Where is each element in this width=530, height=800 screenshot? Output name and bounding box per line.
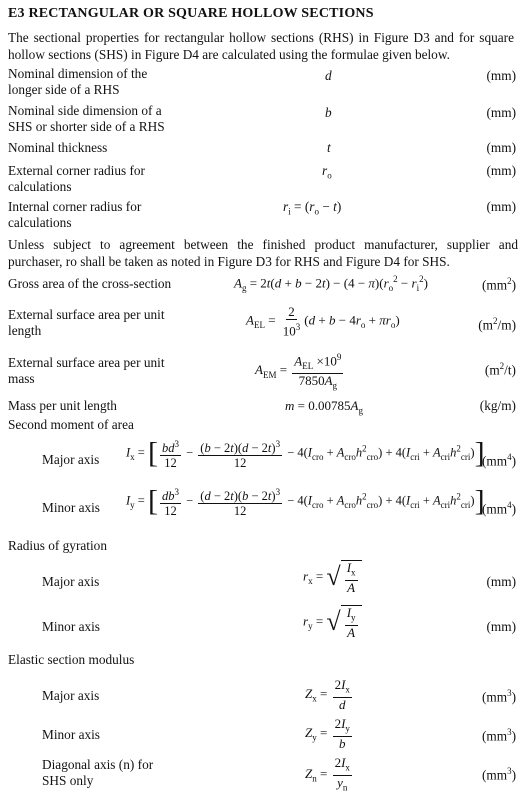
def-symbol-t: t <box>327 140 331 155</box>
gross-area-unit: $(mm^2)$ <box>481 276 516 293</box>
ext-area-mass-unit: $(m^2/t)$ <box>484 361 516 378</box>
mass-formula: $m = 0.00785A_g$ <box>285 398 363 416</box>
elastic-major-label: Major axis <box>42 688 100 703</box>
elastic-major-unit: $(mm^3)$ <box>481 688 516 705</box>
gross-area-label: Gross area of the cross-section <box>8 276 172 291</box>
ext-area-length-formula: $A_{EL}$ = $\frac{2}{10^3}$ $(d + b - 4r_o + \pi r_o)$ <box>246 304 400 339</box>
elastic-diagonal-unit: $(mm^3)$ <box>481 766 516 783</box>
def-label-ro: External corner radius for calculations <box>8 163 145 194</box>
second-moment-minor-unit: $(mm^4)$ <box>481 500 516 517</box>
mass-unit: (kg/m) <box>479 398 516 413</box>
gyration-major-unit: (mm) <box>486 574 516 589</box>
gyration-major-formula: $r_x$ = √ $\frac{I_x}{A}$ <box>303 560 362 595</box>
mass-label: Mass per unit length <box>8 398 117 413</box>
ext-area-length-unit: $(m^2/m)$ <box>478 316 516 333</box>
def-symbol-d: d <box>325 68 332 83</box>
elastic-diagonal-label: Diagonal axis (n) for SHS only <box>42 757 154 788</box>
elastic-minor-unit: $(mm^3)$ <box>481 727 516 744</box>
second-moment-major-unit: $(mm^4)$ <box>481 452 516 469</box>
second-moment-title: Second moment of area <box>8 417 134 432</box>
def-label-ri: Internal corner radius for calculations <box>8 199 142 230</box>
def-symbol-ri: $r_i = (r_o - t)$ <box>283 199 342 217</box>
def-unit-ro: (mm) <box>486 163 516 178</box>
elastic-minor-formula: $Z_y$ = $\frac{2I_y}{b}$ <box>305 716 350 751</box>
note-paragraph: Unless subject to agreement between the finished product manufacturer, supplier and purchaser, ro shall be taken as noted in Figure D3 for RHS and Figure D4 for SHS. <box>8 237 518 269</box>
elastic-diagonal-formula: $Z_n$ = $\frac{2I_x}{y_n}$ <box>305 755 350 793</box>
second-moment-minor-label: Minor axis <box>42 500 100 515</box>
elastic-title: Elastic section modulus <box>8 652 135 667</box>
def-symbol-b: b <box>325 105 332 120</box>
def-symbol-ro: $r_o$ <box>322 163 332 181</box>
ext-area-mass-formula: $A_{EM}$ = $\frac{A_{EL} \times 10^9}{7850A_g}$ <box>255 352 342 391</box>
gyration-minor-formula: $r_y$ = √ $\frac{I_y}{A}$ <box>303 605 362 640</box>
gyration-minor-label: Minor axis <box>42 619 100 634</box>
elastic-major-formula: $Z_x$ = $\frac{2I_x}{d}$ <box>305 677 350 712</box>
ext-area-mass-label: External surface area per unit mass <box>8 355 165 386</box>
gyration-minor-unit: (mm) <box>486 619 516 634</box>
gyration-major-label: Major axis <box>42 574 100 589</box>
def-unit-t: (mm) <box>486 140 516 155</box>
def-unit-b: (mm) <box>486 105 516 120</box>
def-label-t: Nominal thickness <box>8 140 108 155</box>
second-moment-major-label: Major axis <box>42 452 100 467</box>
gyration-title: Radius of gyration <box>8 538 107 553</box>
def-label-b: Nominal side dimension of a SHS or shorter side of a RHS <box>8 103 165 134</box>
def-unit-d: (mm) <box>486 68 516 83</box>
intro-paragraph: The sectional properties for rectangular hollow sections (RHS) in Figure D3 and for square hollow sections (SHS) in Figure D4 are calculated using the formulae given below. <box>8 30 514 62</box>
elastic-minor-label: Minor axis <box>42 727 100 742</box>
second-moment-major-formula: $I_x$ = [ $\frac{bd^3}{12}$ − $\frac{(b - 2t)(d - 2t)^3}{12}$ − $4(I_{cro} + A_{cro}h^2_{cro}) + 4(I_{cri} + A_{cri}h^2_{cri})$] <box>126 436 485 471</box>
gross-area-formula: $A_g = 2t(d + b - 2t) - (4 - \pi)(r_o^2 - r_i^2)$ <box>234 274 428 293</box>
def-label-d: Nominal dimension of the longer side of a RHS <box>8 66 148 97</box>
second-moment-minor-formula: $I_y$ = [ $\frac{db^3}{12}$ − $\frac{(d - 2t)(b - 2t)^3}{12}$ − $4(I_{cro} + A_{cro}h^2_{cro}) + 4(I_{cri} + A_{cri}h^2_{cri})$] <box>126 484 485 519</box>
section-heading: E3 RECTANGULAR OR SQUARE HOLLOW SECTIONS <box>8 6 374 21</box>
ext-area-length-label: External surface area per unit length <box>8 307 165 338</box>
def-unit-ri: (mm) <box>486 199 516 214</box>
